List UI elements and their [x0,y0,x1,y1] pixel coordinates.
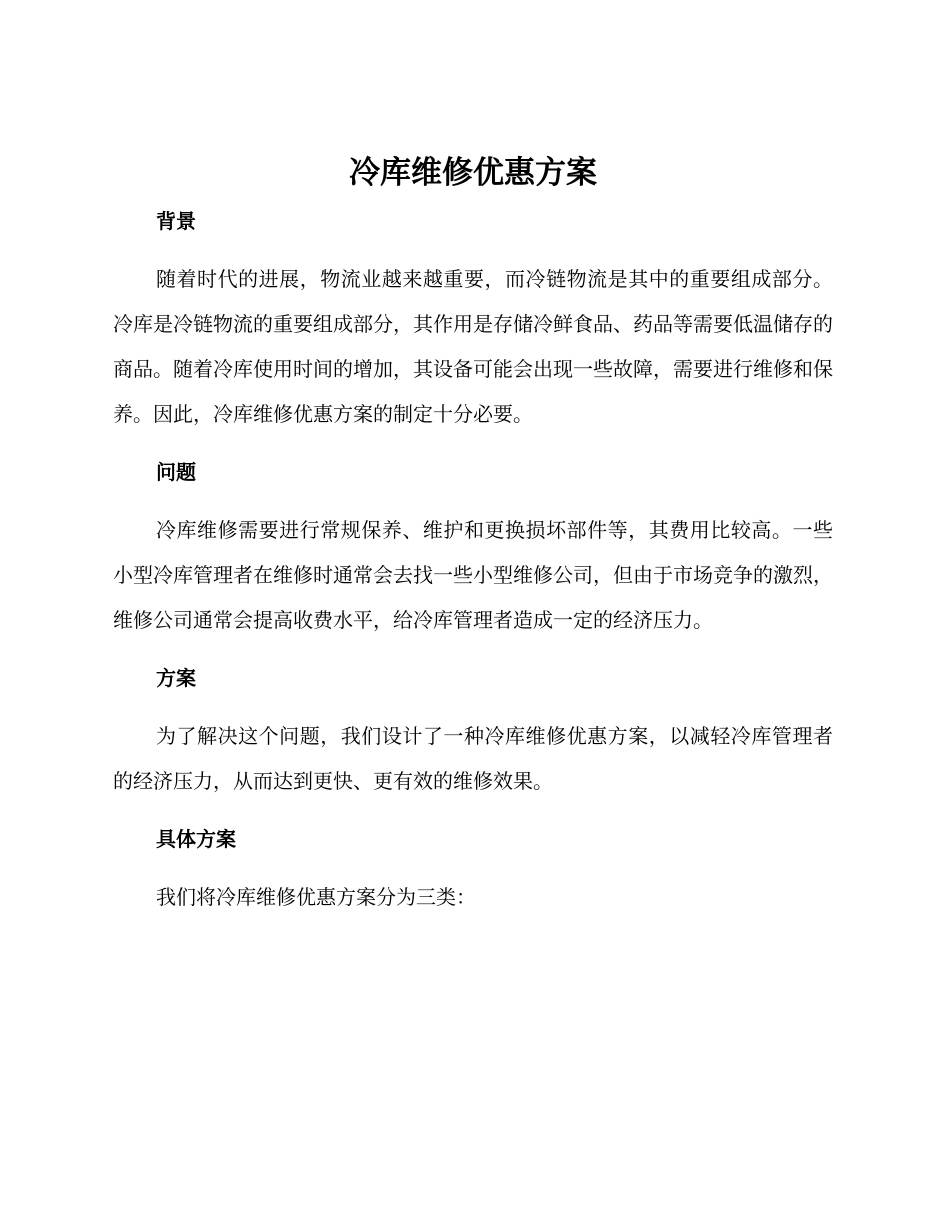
section-heading: 问题 [156,460,196,484]
section-heading: 方案 [156,666,196,690]
section-heading: 具体方案 [156,827,236,851]
section-plan [113,664,833,804]
document-title: 冷库维修优惠方案 [349,155,597,191]
document-body [113,150,833,920]
section-heading: 背景 [156,209,196,233]
section-paragraph: 为了解决这个问题，我们设计了一种冷库维修优惠方案，以减轻冷库管理者的经济压力，从而达到更快、更有效的维修效果。 [113,724,833,793]
section-detailed-plan [113,825,833,920]
section-paragraph: 冷库维修需要进行常规保养、维护和更换损坏部件等，其费用比较高。一些小型冷库管理者在维修时通常会去找一些小型维修公司，但由于市场竞争的激烈，维修公司通常会提高收费水平，给冷库管理者造成一定的经济压力。 [113,518,833,632]
section-background [113,207,833,437]
section-problem [113,458,833,643]
section-paragraph: 我们将冷库维修优惠方案分为三类： [156,885,476,909]
section-paragraph: 随着时代的进展，物流业越来越重要，而冷链物流是其中的重要组成部分。冷库是冷链物流的重要组成部分，其作用是存储冷鲜食品、药品等需要低温储存的商品。随着冷库使用时间的增加，其设备可能会出现一些故障，需要进行维修和保养。因此，冷库维修优惠方案的制定十分必要。 [113,267,833,426]
